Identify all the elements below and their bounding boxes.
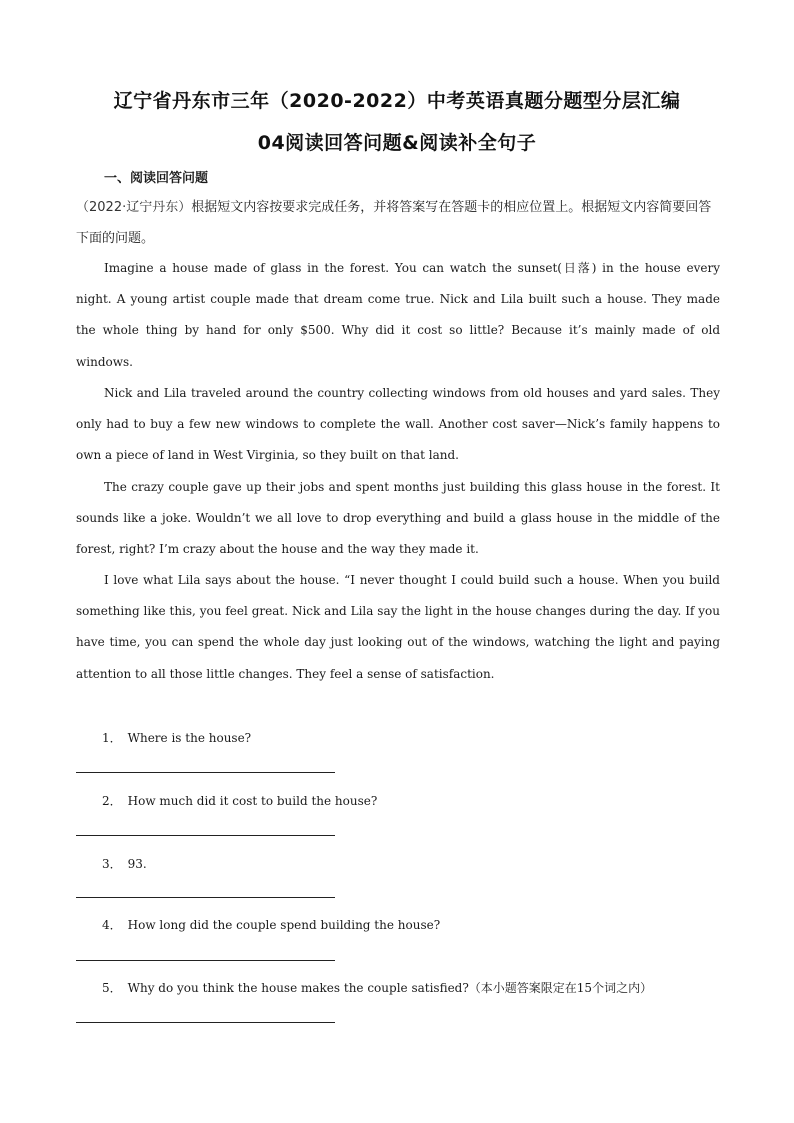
question-number: 4． <box>102 918 122 932</box>
instructions <box>76 192 720 254</box>
answer-line[interactable] <box>76 897 335 898</box>
question-number: 3． <box>102 857 122 871</box>
answer-line[interactable] <box>76 1022 335 1023</box>
question-text: How long did the couple spend building the house? <box>127 918 441 932</box>
question-item <box>102 855 147 872</box>
question-text: Why do you think the house makes the couple satisfied?（本小题答案限定在15个词之内） <box>127 981 653 995</box>
question-number: 5． <box>102 981 122 995</box>
passage-paragraph: The crazy couple gave up their jobs and spent months just building this glass house in the forest. It sounds like a joke. Wouldn’t we all love to drop everything and build a glass house in the middle of the forest, right? I’m crazy about the house and the way they made it. <box>76 480 720 557</box>
question-item <box>102 729 251 746</box>
question-text: Where is the house? <box>127 731 252 745</box>
question-item <box>102 916 440 933</box>
question-number: 1． <box>102 731 122 745</box>
question-source: （2022·辽宁丹东） <box>76 200 192 215</box>
question-item <box>102 979 652 996</box>
section-heading: 一、阅读回答问题 <box>104 171 209 186</box>
document-title: 辽宁省丹东市三年（2020-2022）中考英语真题分题型分层汇编 <box>113 90 681 112</box>
passage-paragraph: Nick and Lila traveled around the country collecting windows from old houses and yard sales. They only had to buy a few new windows to complete the wall. Another cost saver—Nick’s family happens to own a piece of land in West Virginia, so they built on that land. <box>76 386 720 463</box>
passage-paragraph: I love what Lila says about the house. “I never thought I could build such a house. When you build something like this, you feel great. Nick and Lila say the light in the house changes during the day. If you have time, you can spend the whole day just looking out of the windows, watching the light and paying attention to all those little changes. They feel a sense of satisfaction. <box>76 573 720 681</box>
question-text: How much did it cost to build the house? <box>127 794 378 808</box>
instructions-text: 根据短文内容按要求完成任务，并将答案写在答题卡的相应位置上。根据短文内容简要回答下面的问题。 <box>76 200 712 246</box>
answer-line[interactable] <box>76 772 335 773</box>
passage-paragraph: Imagine a house made of glass in the forest. You can watch the sunset(日落) in the house every night. A young artist couple made that dream come true. Nick and Lila built such a house. They made the whole thing by hand for only $500. Why did it cost so little? Because it’s mainly made of old windows. <box>76 261 720 369</box>
answer-line[interactable] <box>76 835 335 836</box>
document-subtitle: 04阅读回答问题&阅读补全句子 <box>257 132 537 154</box>
question-item <box>102 792 377 809</box>
question-number: 2． <box>102 794 122 808</box>
question-text: 93. <box>127 857 147 871</box>
answer-line[interactable] <box>76 960 335 961</box>
